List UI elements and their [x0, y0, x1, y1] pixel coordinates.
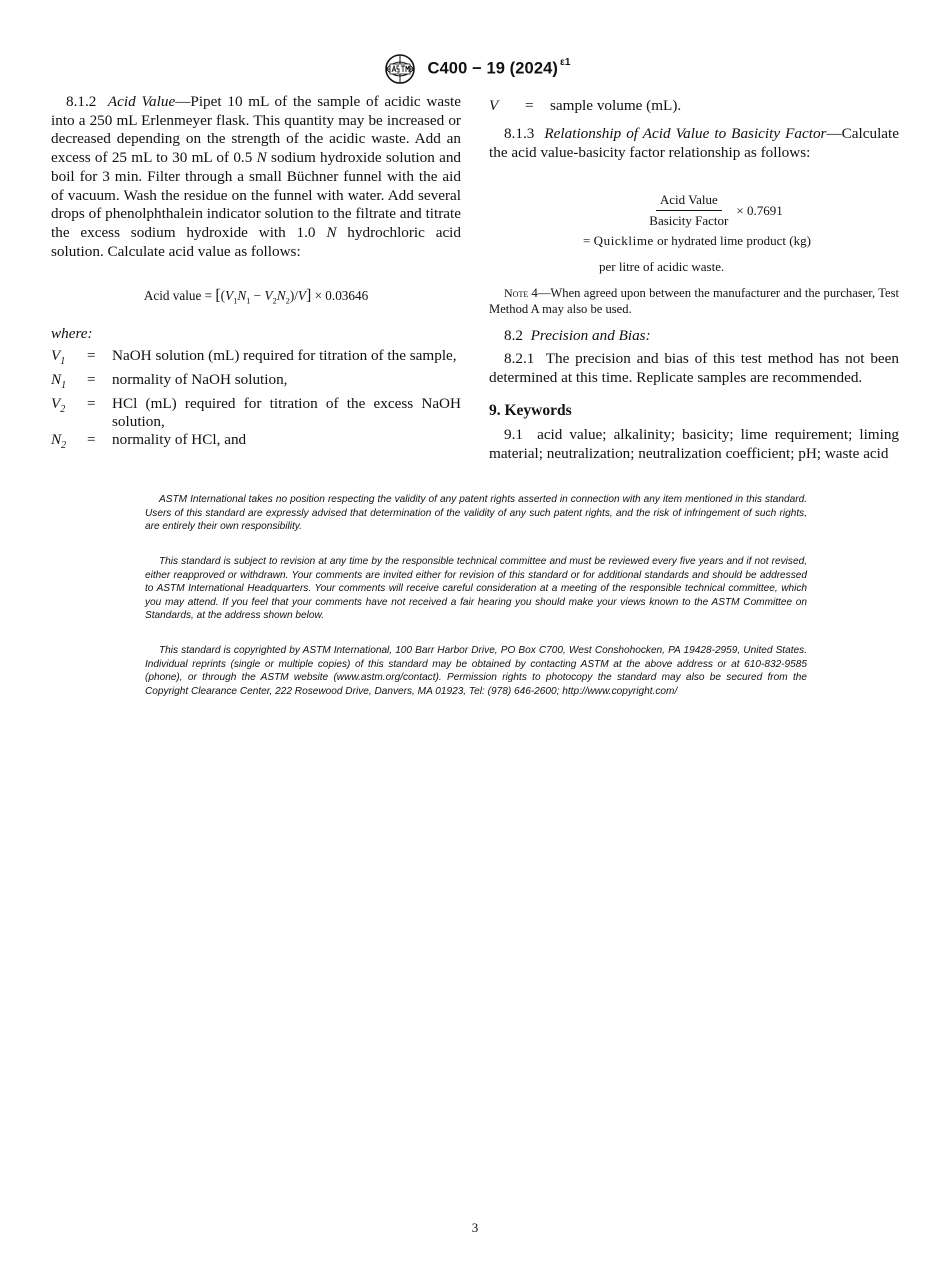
precision-heading: 8.2 Precision and Bias: [504, 327, 651, 345]
variable-definitions [51, 347, 461, 455]
precision-paragraph: 8.2.1 The precision and bias of this test method has not been determined at this time. Replicate samples are recommended. [489, 350, 899, 386]
right-column [489, 97, 899, 464]
definition-row: $N_2$ = normality of HCl, and [51, 431, 247, 452]
relationship-paragraph: 8.1.3 Relationship of Acid Value to Basicity Factor—Calculate the acid value-basicity factor relationship as follows: [489, 125, 899, 161]
definition-row: $V_2$ = HCl (mL) required for titration of the excess NaOH solution, [51, 395, 461, 431]
basicity-formula: $\frac{\text{Acid Value}}{\text{Basicity Factor}}$ × 0.7691 = Quicklime or hydrated lime product (kg) per litre of acidic waste. [583, 192, 811, 275]
copyright-notice: This standard is copyrighted by ASTM International, 100 Barr Harbor Drive, PO Box C700, West Conshohocken, PA 19428-2959, United States. Individual reprints (single or multiple copies) of this standard may be obtained by contacting ASTM at the above address or at 610-832-9585 (phone), or through the ASTM website (www.astm.org/contact). Permission rights to photocopy the standard may also be secured from the Copyright Clearance Center, 222 Rosewood Drive, Danvers, MA 01923, Tel: (978) 646-2600; http://www.copyright.com/ [145, 645, 807, 697]
formula-denominator: Basicity Factor [649, 213, 729, 229]
page-number: 3 [471, 1220, 479, 1235]
edition-mark: ε1 [559, 57, 571, 69]
note-4: Note 4—When agreed upon between the manufacturer and the purchaser, Test Method A may also be used. [489, 286, 899, 317]
definition-row: $N_1$ = normality of NaOH solution, [51, 371, 288, 392]
acid-value-paragraph: 8.1.2 Acid Value—Pipet 10 mL of the sample of acidic waste into a 250 mL Erlenmeyer flask. This quantity may be increased or decreased depending on the strength of the acidic waste. Add an excess of 25 mL to 30 mL of 0.5 N sodium hydroxide solution and boil for 3 min. Filter through a small Büchner funnel with the aid of vacuum. Wash the residue on the funnel with water. Add several drops of phenolphthalein indicator solution to the filtrate and titrate the excess sodium hydroxide with 1.0 N hydrochloric acid solution. Calculate acid value as follows: [51, 93, 462, 260]
keywords-paragraph: 9.1 acid value; alkalinity; basicity; lime requirement; liming material; neutralization; neutralization coefficient; pH; waste acid [489, 426, 900, 462]
where-label: where: [51, 324, 93, 342]
standard-designation: C400 − 19 (2024) $^{\varepsilon 1}$ [427, 57, 571, 78]
acid-value-formula: Acid value = $[(V_1N_1 - V_2N_2)/V] \times 0.03646$ [143, 287, 369, 306]
astm-logo-icon [380, 52, 420, 86]
formula-numerator: Acid Value [656, 192, 722, 211]
sample-volume-definition: V = sample volume (mL). [489, 97, 682, 114]
left-column [51, 93, 461, 455]
definition-row: $V_1$ = NaOH solution (mL) required for titration of the sample, [51, 347, 457, 368]
keywords-heading: 9. Keywords [489, 401, 572, 419]
revision-notice: This standard is subject to revision at any time by the responsible technical committee and must be reviewed every five years and if not revised, either reapproved or withdrawn. Your comments are invited either for revision of this standard or for additional standards and should be addressed to ASTM International Headquarters. Your comments will receive careful consideration at a meeting of the responsible technical committee, which you may attend. If you feel that your comments have not received a fair hearing you should make your views known to the ASTM Committee on Standards, at the address shown below. [145, 556, 807, 622]
page-header [0, 52, 950, 91]
patent-disclaimer: ASTM International takes no position respecting the validity of any patent rights asserted in connection with any item mentioned in this standard. Users of this standard are expressly advised that determination of the validity of any such patent rights, and the risk of infringement of such rights, are entirely their own responsibility. [145, 494, 807, 533]
